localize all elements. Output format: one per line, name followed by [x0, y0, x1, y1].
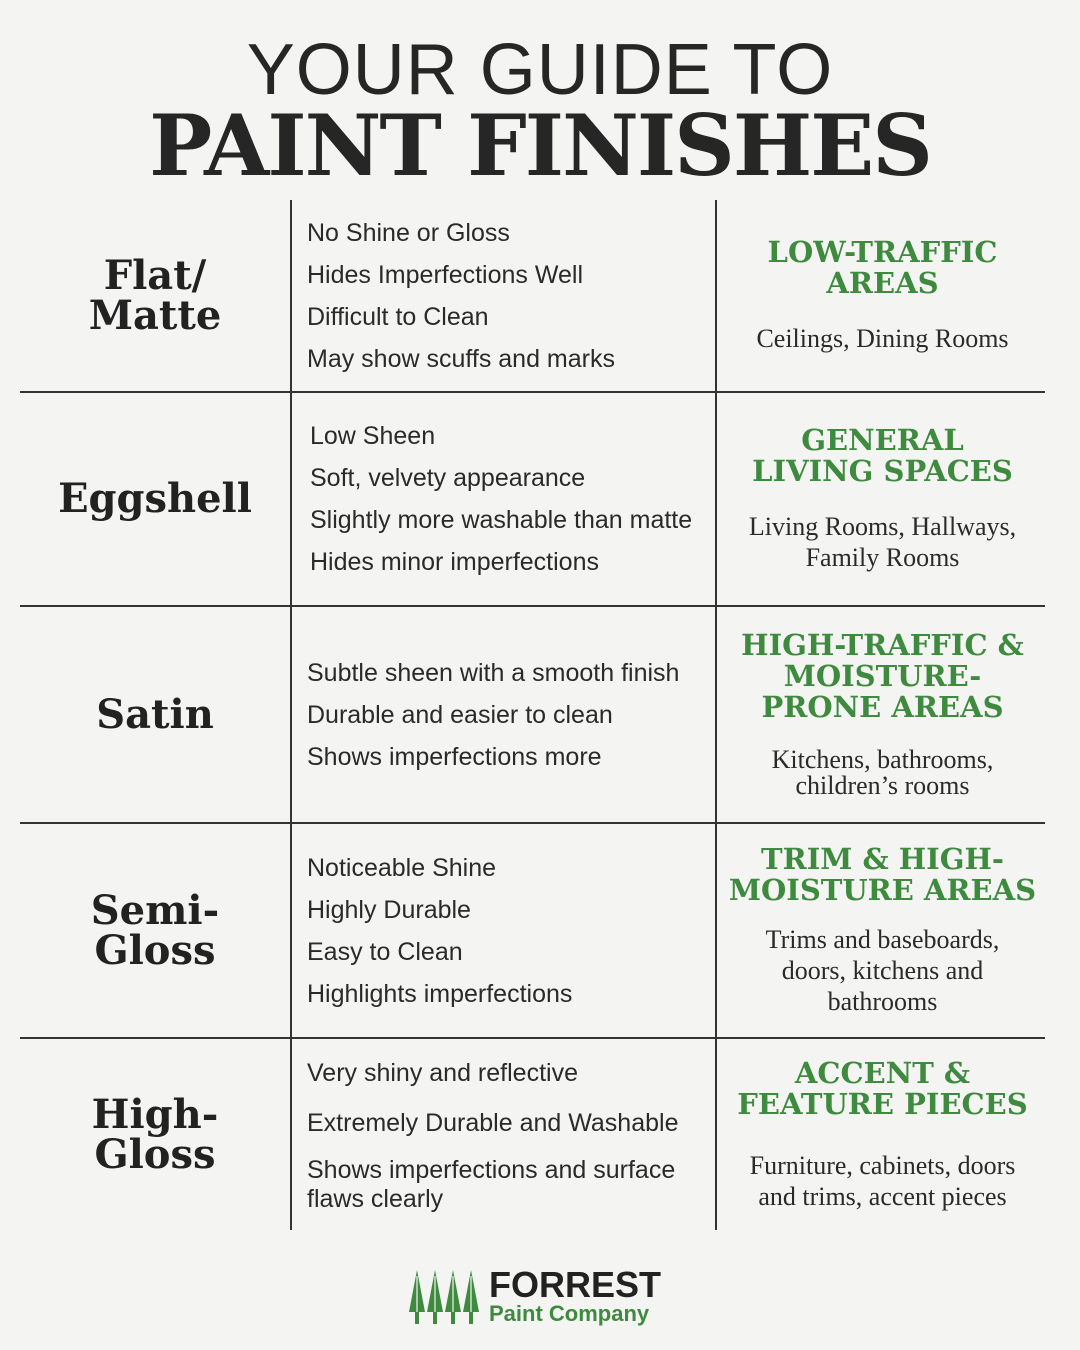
table-row	[20, 393, 1045, 605]
use-places: Ceilings, Dining Rooms	[756, 324, 1009, 353]
finish-name: Semi- Gloss	[90, 886, 220, 974]
use-heading: GENERAL LIVING SPACES	[752, 423, 1013, 488]
property-item: Extremely Durable and Washable	[307, 1108, 679, 1137]
table-row	[20, 824, 1045, 1037]
use-cell	[720, 393, 1045, 605]
page-title-line2: PAINT FINISHES	[149, 96, 931, 195]
logo-subtitle: Paint Company	[489, 1301, 650, 1326]
properties-list	[307, 824, 712, 1037]
use-places: Trims and baseboards, doors, kitchens and bathrooms	[765, 925, 1000, 1016]
use-places: Living Rooms, Hallways, Family Rooms	[748, 512, 1017, 572]
property-item: Subtle sheen with a smooth finish	[307, 658, 680, 687]
page-title-line1: YOUR GUIDE TO	[246, 30, 834, 110]
property-item: Highlights imperfections	[307, 979, 573, 1008]
property-item: Soft, velvety appearance	[310, 464, 586, 492]
properties-list	[307, 200, 712, 391]
table-row	[20, 200, 1045, 391]
property-item: Hides minor imperfections	[310, 548, 599, 576]
properties-list	[307, 607, 712, 822]
property-item: Slightly more washable than matte	[310, 506, 693, 534]
property-item: No Shine or Gloss	[307, 218, 510, 247]
finish-cell	[20, 1039, 290, 1230]
logo-name: FORREST	[489, 1264, 662, 1305]
finish-name: Eggshell	[58, 475, 252, 522]
use-heading: LOW-TRAFFIC AREAS	[767, 235, 998, 300]
use-heading: HIGH-TRAFFIC & MOISTURE- PRONE AREAS	[741, 628, 1024, 724]
finish-name: Satin	[96, 690, 214, 738]
use-cell	[720, 1039, 1045, 1230]
property-item: Noticeable Shine	[307, 853, 497, 882]
property-item: Very shiny and reflective	[307, 1058, 578, 1087]
use-places: Kitchens, bathrooms, children’s rooms	[771, 745, 994, 800]
property-item: Shows imperfections and surface flaws clearly	[307, 1155, 676, 1213]
finishes-table	[20, 200, 1045, 1230]
property-item: Hides Imperfections Well	[307, 260, 584, 289]
finish-name: Flat/ Matte	[88, 251, 222, 339]
property-item: Difficult to Clean	[307, 302, 489, 331]
use-cell	[720, 200, 1045, 391]
table-row	[20, 1039, 1045, 1230]
finish-cell	[20, 200, 290, 391]
use-cell	[720, 824, 1045, 1037]
finish-cell	[20, 824, 290, 1037]
properties-list	[307, 1039, 712, 1230]
property-item: Low Sheen	[310, 422, 436, 450]
logo-text	[489, 1264, 662, 1326]
use-places: Furniture, cabinets, doors and trims, accent pieces	[749, 1150, 1016, 1211]
table-row	[20, 607, 1045, 822]
property-item: Easy to Clean	[307, 937, 463, 966]
property-item: Shows imperfections more	[307, 742, 602, 771]
finish-cell	[20, 393, 290, 605]
use-heading: TRIM & HIGH- MOISTURE AREAS	[728, 842, 1037, 907]
use-heading: ACCENT & FEATURE PIECES	[737, 1055, 1028, 1121]
company-logo	[408, 1266, 661, 1328]
finish-cell	[20, 607, 290, 822]
property-item: May show scuffs and marks	[307, 344, 615, 373]
use-cell	[720, 607, 1045, 822]
property-item: Highly Durable	[307, 895, 471, 924]
trees-logo-icon	[408, 1268, 483, 1326]
properties-list	[310, 393, 715, 605]
property-item: Durable and easier to clean	[307, 700, 613, 729]
finish-name: High- Gloss	[91, 1090, 219, 1178]
